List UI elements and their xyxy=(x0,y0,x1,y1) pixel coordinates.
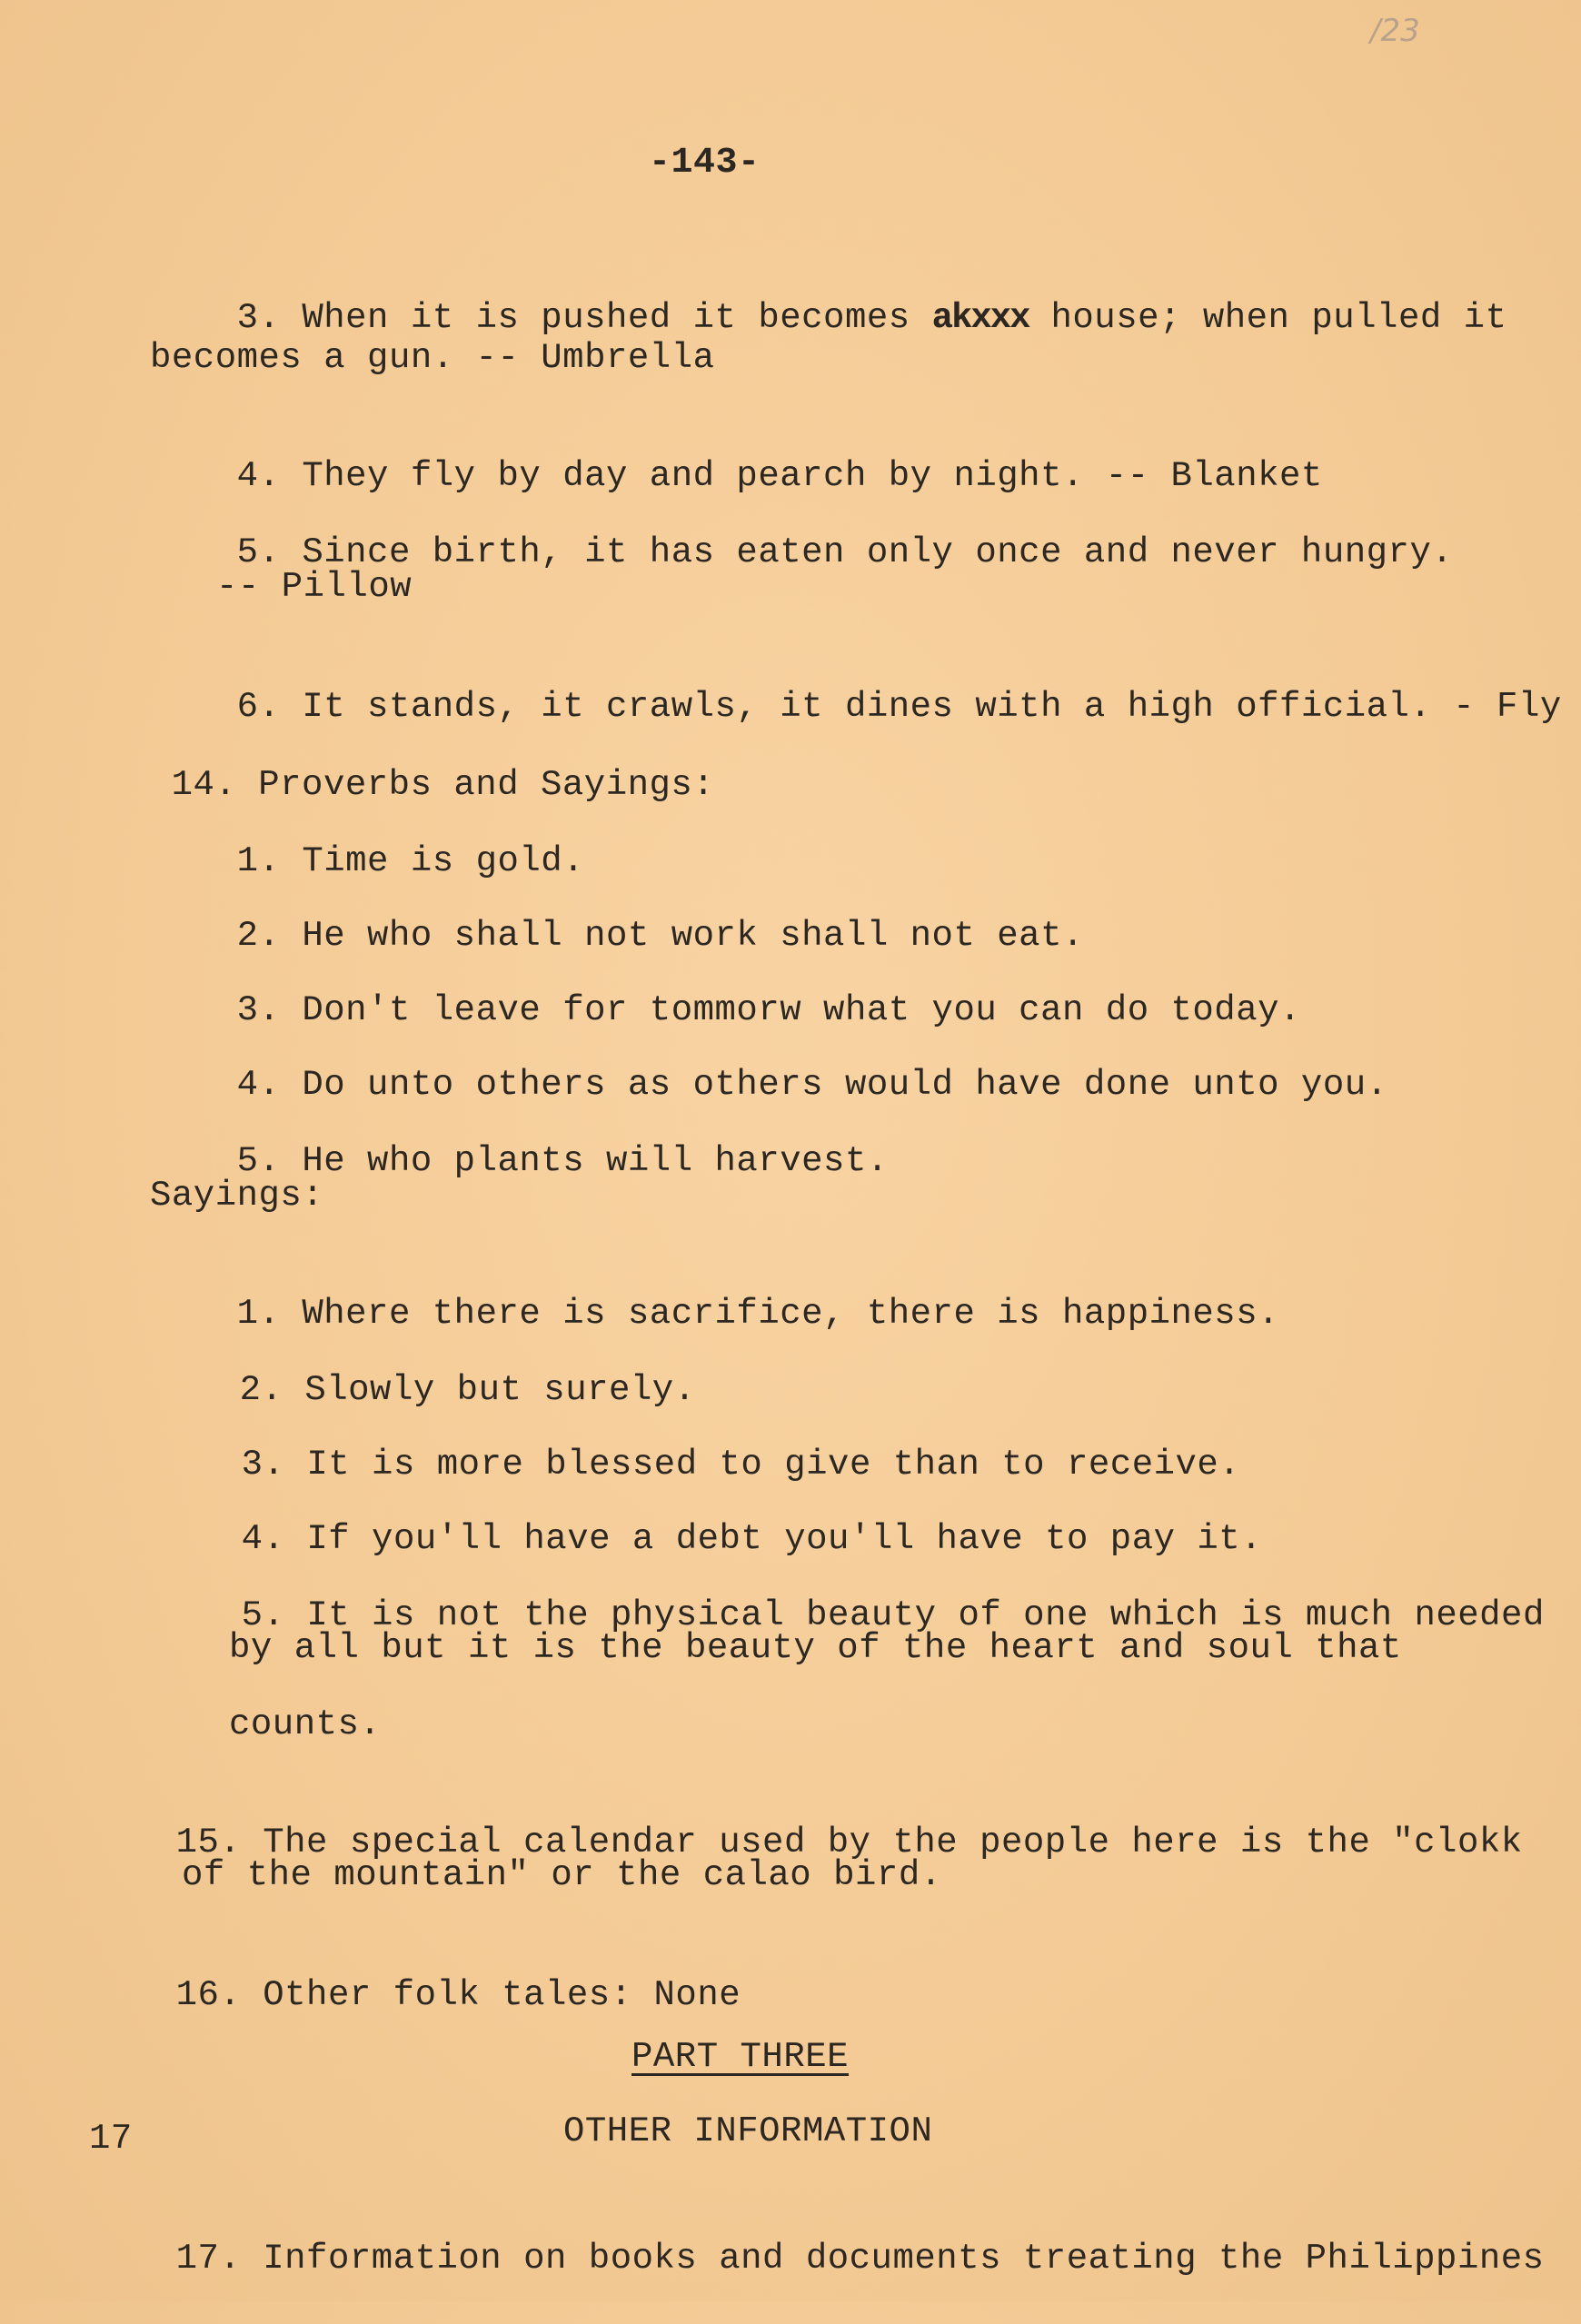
riddle-5-text: Since birth, it has eaten only once and never hungry. xyxy=(302,532,1454,572)
proverb-2-text: He who shall not work shall not eat. xyxy=(302,916,1084,956)
section-14-number: 14. xyxy=(171,765,237,805)
proverb-3-number: 3. xyxy=(236,990,281,1030)
proverb-1-text: Time is gold. xyxy=(302,841,585,881)
riddle-3-continuation: becomes a gun. -- Umbrella xyxy=(150,338,715,378)
riddle-6-number: 6. xyxy=(236,687,281,727)
part-three-subtitle: OTHER INFORMATION xyxy=(563,2111,933,2151)
saying-4-number: 4. xyxy=(241,1519,285,1559)
section-14-title: Proverbs and Sayings: xyxy=(258,765,715,805)
section-17-number: 17. xyxy=(175,2239,242,2279)
sayings-heading: Sayings: xyxy=(150,1176,324,1216)
part-three-title: PART THREE xyxy=(631,2037,850,2077)
proverb-5-text: He who plants will harvest. xyxy=(302,1141,889,1181)
saying-2-text: Slowly but surely. xyxy=(304,1370,696,1410)
riddle-3-struck-word: akxxx xyxy=(931,298,1029,338)
section-16-number: 16. xyxy=(175,1975,242,2015)
saying-3-number: 3. xyxy=(241,1445,285,1485)
section-17 xyxy=(89,2193,1545,2324)
riddle-4-number: 4. xyxy=(236,456,281,496)
pencil-page-mark: /23 xyxy=(1370,13,1420,49)
saying-5-text: It is not the physical beauty of one which is much needed xyxy=(306,1595,1545,1635)
proverb-2-number: 2. xyxy=(236,916,281,956)
saying-5-continuation-1: by all but it is the beauty of the heart and soul that xyxy=(229,1628,1402,1668)
proverb-4-text: Do unto others as others would have done unto you. xyxy=(302,1065,1388,1105)
page-number: -143- xyxy=(649,143,761,184)
section-16-text: Other folk tales: None xyxy=(263,1975,741,2015)
saying-3-text: It is more blessed to give than to receive. xyxy=(306,1445,1241,1485)
riddle-3-text-a: When it is pushed it becomes xyxy=(302,298,932,338)
proverb-5-number: 5. xyxy=(236,1141,281,1181)
saying-1-text: Where there is sacrifice, there is happiness. xyxy=(302,1294,1280,1334)
riddle-5-answer: -- Pillow xyxy=(216,567,413,607)
riddle-4-text: They fly by day and pearch by night. -- Blanket xyxy=(302,456,1323,496)
saying-5-continuation-2: counts. xyxy=(229,1704,382,1744)
riddle-3-text-b: house; when pulled it xyxy=(1029,298,1507,338)
section-17-text: Information on books and documents treating the Philippines xyxy=(263,2239,1545,2279)
riddle-6-text: It stands, it crawls, it dines with a high official. - Fly xyxy=(302,687,1562,727)
saying-4-text: If you'll have a debt you'll have to pay it. xyxy=(306,1519,1263,1559)
riddle-3-number: 3. xyxy=(236,298,281,338)
proverb-1-number: 1. xyxy=(236,841,281,881)
section-15-continuation: of the mountain" or the calao bird. xyxy=(182,1855,942,1895)
proverb-3-text: Don't leave for tommorw what you can do today. xyxy=(302,990,1301,1030)
saying-5-number: 5. xyxy=(241,1595,285,1635)
section-15-text: The special calendar used by the people here is the "clokk xyxy=(263,1822,1523,1862)
proverb-4-number: 4. xyxy=(236,1065,281,1105)
riddle-5-number: 5. xyxy=(236,532,281,572)
part-three-margin-number: 17 xyxy=(89,2119,133,2159)
section-15-number: 15. xyxy=(175,1822,242,1862)
saying-2-number: 2. xyxy=(239,1370,283,1410)
saying-1-number: 1. xyxy=(236,1294,281,1334)
